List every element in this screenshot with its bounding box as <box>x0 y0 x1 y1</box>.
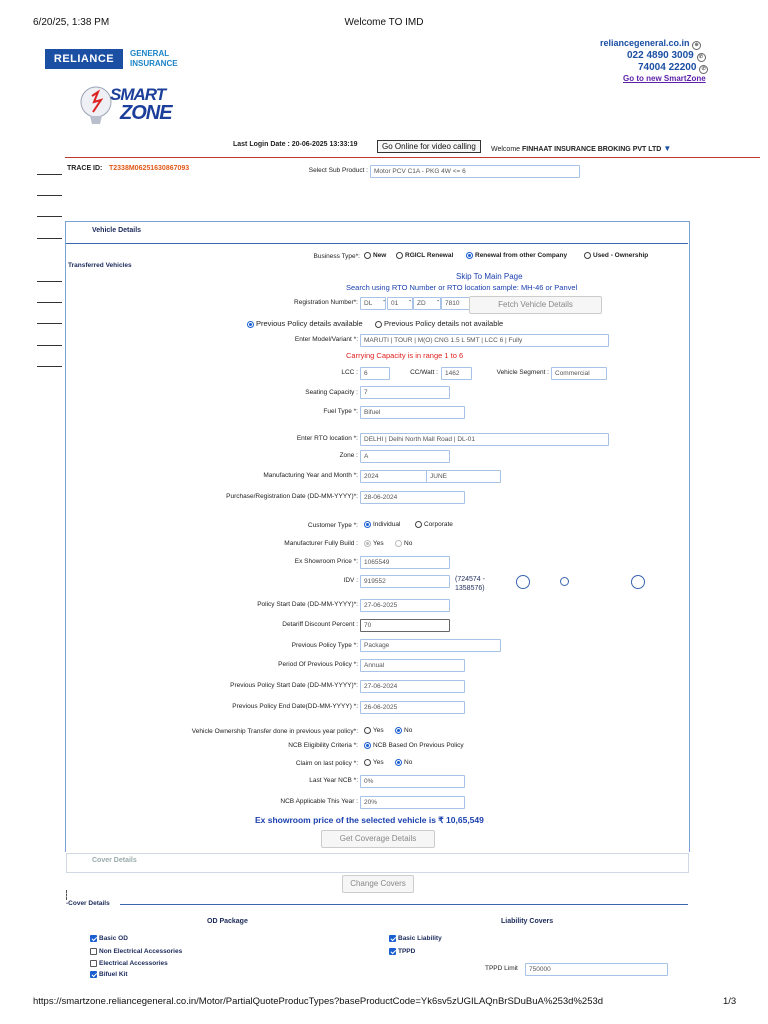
bifuel-kit-checkbox[interactable]: Bifuel Kit <box>90 971 128 978</box>
basic-od-checkbox[interactable]: Basic OD <box>90 935 128 942</box>
ex-showroom-input[interactable]: 1065549 <box>360 556 450 569</box>
policy-start-input[interactable]: 27-06-2025 <box>360 599 450 612</box>
whatsapp-icon: ✆ <box>699 65 708 74</box>
tppd-limit-input[interactable]: 750000 <box>525 963 668 976</box>
side-dash <box>37 174 62 175</box>
print-page: 1/3 <box>723 996 737 1007</box>
detariff-input[interactable]: 70 <box>360 619 450 632</box>
reliance-logo: RELIANCE <box>45 49 123 69</box>
customer-type-label: Customer Type *: <box>307 522 358 529</box>
reg-separator: - <box>409 298 412 305</box>
trace-id: T2338M06251630867093 <box>109 165 190 172</box>
fully-build-yes-radio[interactable]: Yes <box>364 540 384 547</box>
model-label: Enter Model/Variant *: <box>294 336 358 343</box>
prev-type-input[interactable]: Package <box>360 639 501 652</box>
web-icon: ⊕ <box>692 41 701 50</box>
print-url: https://smartzone.reliancegeneral.co.in/Motor/PartialQuoteProducTypes?baseProductCode=Yk6sv5zUGILAQnBrSDuBuA%253d%253d <box>33 996 604 1007</box>
claim-no-radio[interactable]: No <box>395 759 412 766</box>
prev-start-label: Previous Policy Start Date (DD-MM-YYYY)*: <box>230 682 358 689</box>
ex-showroom-label: Ex Showroom Price *: <box>294 558 358 565</box>
panel-header-line <box>66 243 688 244</box>
cover-details-bar[interactable] <box>66 853 689 873</box>
reg-number-input[interactable]: 7810 <box>441 297 471 310</box>
phone-1: 022 4890 3009 ✆ <box>627 50 706 62</box>
reg-series-input[interactable]: ZD <box>413 297 441 310</box>
side-dash <box>37 323 62 324</box>
rto-label: Enter RTO location *: <box>296 435 358 442</box>
cover-legend-line <box>120 904 688 905</box>
fuel-input[interactable]: Bifuel <box>360 406 465 419</box>
transferred-vehicles[interactable]: Transferred Vehicles <box>68 262 132 269</box>
idv-input[interactable]: 919552 <box>360 575 450 588</box>
prev-policy-unavailable-radio[interactable]: Previous Policy details not available <box>375 319 503 328</box>
basic-liability-checkbox[interactable]: Basic Liability <box>389 935 442 942</box>
prev-end-input[interactable]: 26-06-2025 <box>360 701 465 714</box>
ownership-no-radio[interactable]: No <box>395 727 412 734</box>
ex-showroom-note: Ex showroom price of the selected vehicle is ₹ 10,65,549 <box>255 815 484 825</box>
last-login: Last Login Date : 20-06-2025 13:33:19 <box>233 141 358 148</box>
last-ncb-input[interactable]: 0% <box>360 775 465 788</box>
change-covers-button[interactable]: Change Covers <box>342 875 414 893</box>
mfg-year-input[interactable]: 2024 <box>360 470 429 483</box>
reg-separator: - <box>383 298 386 305</box>
sub-product-select[interactable]: Motor PCV C1A - PKG 4W <= 6 <box>370 165 580 178</box>
ncb-applicable-label: NCB Applicable This Year : <box>280 798 358 805</box>
customer-individual-radio[interactable]: Individual <box>364 521 400 528</box>
mfg-month-input[interactable]: JUNE <box>426 470 501 483</box>
rto-input[interactable]: DELHI | Delhi North Mall Road | DL-01 <box>360 433 609 446</box>
phone-icon: ✆ <box>697 53 706 62</box>
skip-main-link[interactable]: Skip To Main Page <box>456 272 523 281</box>
ncb-criteria-label: NCB Eligibility Criteria *: <box>288 742 358 749</box>
customer-corporate-radio[interactable]: Corporate <box>415 521 453 528</box>
purchase-date-input[interactable]: 28-06-2024 <box>360 491 465 504</box>
zone-input[interactable]: A <box>360 450 450 463</box>
ncb-applicable-input[interactable]: 20% <box>360 796 465 809</box>
ownership-yes-radio[interactable]: Yes <box>364 727 384 734</box>
od-package-header: OD Package <box>207 918 248 925</box>
logo-subtitle: GENERAL INSURANCE <box>130 49 178 68</box>
segment-label: Vehicle Segment : <box>496 369 549 376</box>
tppd-limit-label: TPPD Limit <box>485 965 518 972</box>
prev-policy-available-radio[interactable]: Previous Policy details available <box>247 319 363 328</box>
claim-yes-radio[interactable]: Yes <box>364 759 384 766</box>
seating-input[interactable]: 7 <box>360 386 450 399</box>
reg-state-input[interactable]: DL <box>360 297 386 310</box>
prev-type-label: Previous Policy Type *: <box>291 642 358 649</box>
side-dash <box>37 302 62 303</box>
last-ncb-label: Last Year NCB *: <box>309 777 358 784</box>
reg-rto-input[interactable]: 01 <box>387 297 413 310</box>
side-dash <box>37 238 62 239</box>
prev-start-input[interactable]: 27-06-2024 <box>360 680 465 693</box>
side-dash <box>37 216 62 217</box>
welcome-user[interactable]: Welcome FINHAAT INSURANCE BROKING PVT LTD ▼ <box>491 144 672 153</box>
mfg-label: Manufacturing Year and Month *: <box>263 472 358 479</box>
cc-label: CC/Watt : <box>410 369 438 376</box>
side-dash <box>37 195 62 196</box>
business-renewal-other-radio[interactable]: Renewal from other Company <box>466 252 567 259</box>
header-divider <box>65 157 760 158</box>
seating-label: Seating Capacity : <box>305 389 358 396</box>
prev-period-input[interactable]: Annual <box>360 659 465 672</box>
business-rgicl-radio[interactable]: RGICL Renewal <box>396 252 453 259</box>
idv-option-circle[interactable] <box>516 575 530 589</box>
fully-build-no-radio[interactable]: No <box>395 540 412 547</box>
trace-label: TRACE ID: <box>67 165 103 172</box>
chevron-down-icon: ▼ <box>663 144 672 153</box>
vehicle-details-header: Vehicle Details <box>92 227 142 234</box>
liability-header: Liability Covers <box>501 918 554 925</box>
sub-product-label: Select Sub Product : <box>308 167 368 174</box>
idv-range: (724574 - 1358576) <box>455 576 485 592</box>
zone-label: Zone : <box>339 452 358 459</box>
lcc-input[interactable]: 6 <box>360 367 390 380</box>
claim-label: Claim on last policy *: <box>295 760 358 767</box>
fieldset-edge <box>66 890 68 900</box>
purchase-date-label: Purchase/Registration Date (DD-MM-YYYY)*: <box>226 493 358 500</box>
electrical-checkbox[interactable]: Electrical Accessories <box>90 960 168 967</box>
vehicle-details-panel <box>65 221 690 852</box>
cc-input[interactable]: 1462 <box>441 367 472 380</box>
website-link[interactable]: reliancegeneral.co.in ⊕ <box>600 38 701 50</box>
tppd-checkbox[interactable]: TPPD <box>389 948 415 955</box>
print-title: Welcome TO IMD <box>344 17 424 28</box>
side-dash <box>37 345 62 346</box>
business-new-radio[interactable]: New <box>364 252 386 259</box>
get-coverage-button[interactable]: Get Coverage Details <box>321 830 435 848</box>
model-input[interactable]: MARUTI | TOUR | M(O) CNG 1.5 L 5MT | LCC 6 | Fully <box>360 334 609 347</box>
prev-end-label: Previous Policy End Date(DD-MM-YYYY) *: <box>232 703 358 710</box>
segment-input[interactable]: Commercial <box>551 367 607 380</box>
non-electrical-checkbox[interactable]: Non Electrical Accessories <box>90 948 182 955</box>
idv-option-circle[interactable] <box>631 575 645 589</box>
fully-build-label: Manufacturer Fully Build : <box>284 540 358 547</box>
ncb-criteria-radio[interactable]: NCB Based On Previous Policy <box>364 742 464 749</box>
smartzone-link[interactable]: Go to new SmartZone <box>623 74 706 83</box>
idv-label: IDV : <box>343 577 358 584</box>
lcc-label: LCC : <box>341 369 358 376</box>
ownership-transfer-label: Vehicle Ownership Transfer done in previous year policy*: <box>191 728 358 735</box>
detariff-label: Detariff Discount Percent : <box>282 621 358 628</box>
reg-separator: - <box>437 298 440 305</box>
cover-details-bar-title: Cover Details <box>92 857 137 864</box>
business-type-label: Business Type*: <box>313 253 360 260</box>
policy-start-label: Policy Start Date (DD-MM-YYYY)*: <box>257 601 358 608</box>
fetch-vehicle-button[interactable]: Fetch Vehicle Details <box>469 296 602 314</box>
business-used-radio[interactable]: Used - Ownership <box>584 252 648 259</box>
video-call-button[interactable]: Go Online for video calling <box>377 140 481 153</box>
fuel-label: Fuel Type *: <box>323 408 358 415</box>
cover-details-legend: -Cover Details <box>66 900 110 907</box>
idv-option-circle[interactable] <box>560 577 569 586</box>
side-dash <box>37 366 62 367</box>
registration-label: Registration Number*: <box>294 299 358 306</box>
side-dash <box>37 281 62 282</box>
phone-2: 74004 22200 ✆ <box>638 62 708 74</box>
prev-period-label: Period Of Previous Policy *: <box>278 661 358 668</box>
smartzone-logo: SMART ZONE <box>78 82 178 134</box>
search-hint: Search using RTO Number or RTO location sample: MH-46 or Panvel <box>346 283 578 292</box>
print-datetime: 6/20/25, 1:38 PM <box>33 17 110 28</box>
capacity-note: Carrying Capacity is in range 1 to 6 <box>346 351 464 360</box>
